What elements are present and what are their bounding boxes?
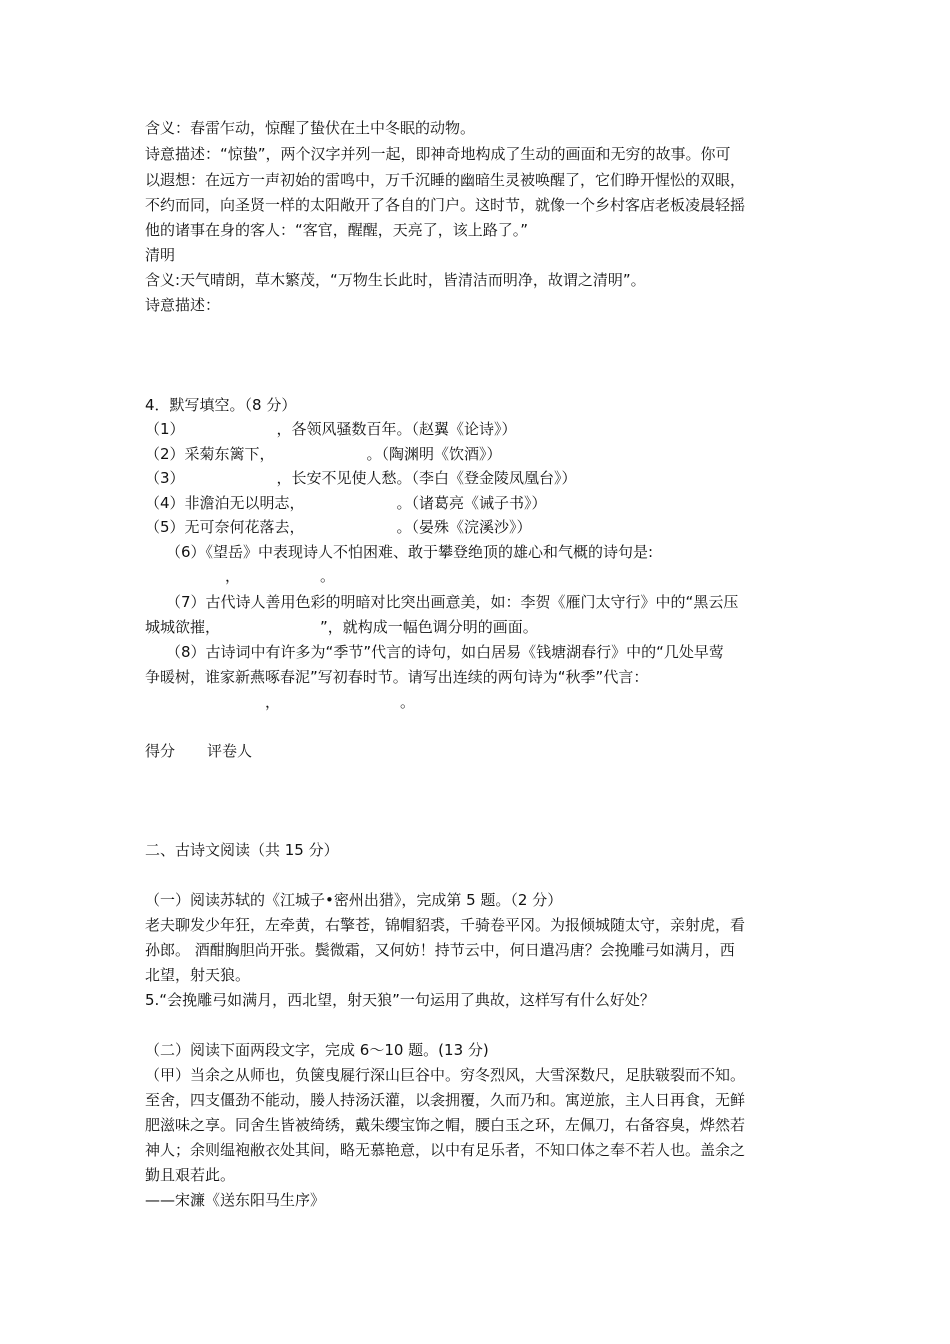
item-suffix: 。（陶渊明《饮酒》） (366, 445, 502, 463)
qingming-desc-label: 诗意描述： (145, 296, 221, 314)
passage-line: 勤且艰若此。 (145, 1166, 236, 1184)
period: 。 (400, 693, 416, 711)
item-suffix: ，各领风骚数百年。（赵翼《论诗》） (276, 420, 517, 438)
passage-line: （甲）当余之从师也，负箧曳屣行深山巨谷中。穷冬烈风，大雪深数尺，足肤皲裂而不知。 (145, 1066, 746, 1084)
q4-item-7-line1: （7）古代诗人善用色彩的明暗对比突出画意美，如：李贺《雁门太守行》中的“黑云压 (166, 593, 739, 611)
q4-item-8-answer (145, 690, 810, 715)
item-prefix: （5）无可奈何花落去， (145, 518, 305, 536)
section-2-title: 二、古诗文阅读（共 15 分） (145, 841, 339, 859)
poem-line: 北望，射天狼。 (145, 966, 251, 984)
qingming-title: 清明 (145, 246, 176, 264)
score-row (145, 739, 810, 764)
passage-line: 神人；余则缊袍敝衣处其间，略无慕艳意，以中有足乐者，不知口体之奉不若人也。盖余之 (145, 1141, 746, 1159)
passage-source: ——宋濂《送东阳马生序》 (145, 1191, 326, 1209)
jingzhe-desc-line: 他的诸事在身的客人：“客官，醒醒，天亮了，该上路了。” (145, 221, 529, 239)
jingzhe-desc-line: 诗意描述：“惊蛰”，两个汉字并列一起，即神奇地构成了生动的画面和无穷的故事。你可 (145, 145, 731, 163)
item-suffix: 。（诸葛亮《诫子书》） (396, 494, 547, 512)
grader-label: 评卷人 (207, 742, 253, 760)
item-prefix: （4）非澹泊无以明志， (145, 494, 305, 512)
question-5: 5.“会挽雕弓如满月，西北望，射天狼”一句运用了典故，这样写有什么好处？ (145, 991, 655, 1009)
q4-item-8-line2: 争暖树，谁家新燕啄春泥”写初春时节。请写出连续的两句诗为“秋季”代言： (145, 668, 649, 686)
passage-line: 至舍，四支僵劲不能动，媵人持汤沃灌，以衾拥覆，久而乃和。寓逆旅，主人日再食，无鲜 (145, 1091, 746, 1109)
comma: ， (225, 567, 241, 585)
part-2-title: （二）阅读下面两段文字，完成 6～10 题。(13 分) (145, 1041, 489, 1059)
item-prefix: 城城欲摧， (145, 618, 221, 636)
poem-line: 孙郎。 酒酣胸胆尚开张。鬓微霜，又何妨！持节云中，何日遣冯唐？会挽雕弓如满月，西 (145, 941, 735, 959)
comma: ， (265, 693, 281, 711)
item-suffix: ，长安不见使人愁。（李白《登金陵凤凰台》） (276, 469, 577, 487)
jingzhe-meaning: 含义：春雷乍动，惊醒了蛰伏在土中冬眠的动物。 (145, 119, 476, 137)
jingzhe-desc-line: 不约而同，向圣贤一样的太阳敞开了各自的门户。这时节，就像一个乡村客店老板凌晨轻摇 (145, 196, 746, 214)
item-prefix: （3） (145, 469, 185, 487)
item-suffix: 。（晏殊《浣溪沙》） (396, 518, 532, 536)
q4-item-4 (145, 491, 810, 516)
qingming-meaning: 含义:天气晴朗，草木繁茂，“万物生长此时，皆清洁而明净，故谓之清明”。 (145, 271, 646, 289)
item-suffix: ”，就构成一幅色调分明的画面。 (320, 618, 538, 636)
q4-item-6: （6）《望岳》中表现诗人不怕困难、敢于攀登绝顶的雄心和气概的诗句是: (166, 543, 654, 561)
q4-item-3 (145, 466, 810, 491)
passage-line: 肥滋味之享。同舍生皆被绮绣，戴朱缨宝饰之帽，腰白玉之环，左佩刀，右备容臭，烨然若 (145, 1116, 746, 1134)
jingzhe-desc-line: 以遐想：在远方一声初始的雷鸣中，万千沉睡的幽暗生灵被唤醒了，它们睁开惺忪的双眼， (145, 171, 746, 189)
q4-item-5 (145, 515, 810, 540)
q4-item-1 (145, 417, 810, 442)
q4-item-6-answer (145, 564, 810, 589)
item-prefix: （1） (145, 420, 185, 438)
q4-item-8-line1: （8）古诗词中有许多为“季节”代言的诗句，如白居易《钱塘湖春行》中的“几处早莺 (166, 643, 724, 661)
q4-title: 4．默写填空。（8 分） (145, 396, 297, 414)
q4-item-2 (145, 442, 810, 467)
part-1-title: （一）阅读苏轼的《江城子•密州出猎》，完成第 5 题。（2 分） (145, 891, 563, 909)
score-label: 得分 (145, 742, 176, 760)
item-prefix: （2）采菊东篱下， (145, 445, 275, 463)
period: 。 (320, 567, 336, 585)
poem-line: 老夫聊发少年狂，左牵黄，右擎苍，锦帽貂裘，千骑卷平冈。为报倾城随太守，亲射虎，看 (145, 916, 746, 934)
q4-item-7-line2 (145, 615, 810, 640)
